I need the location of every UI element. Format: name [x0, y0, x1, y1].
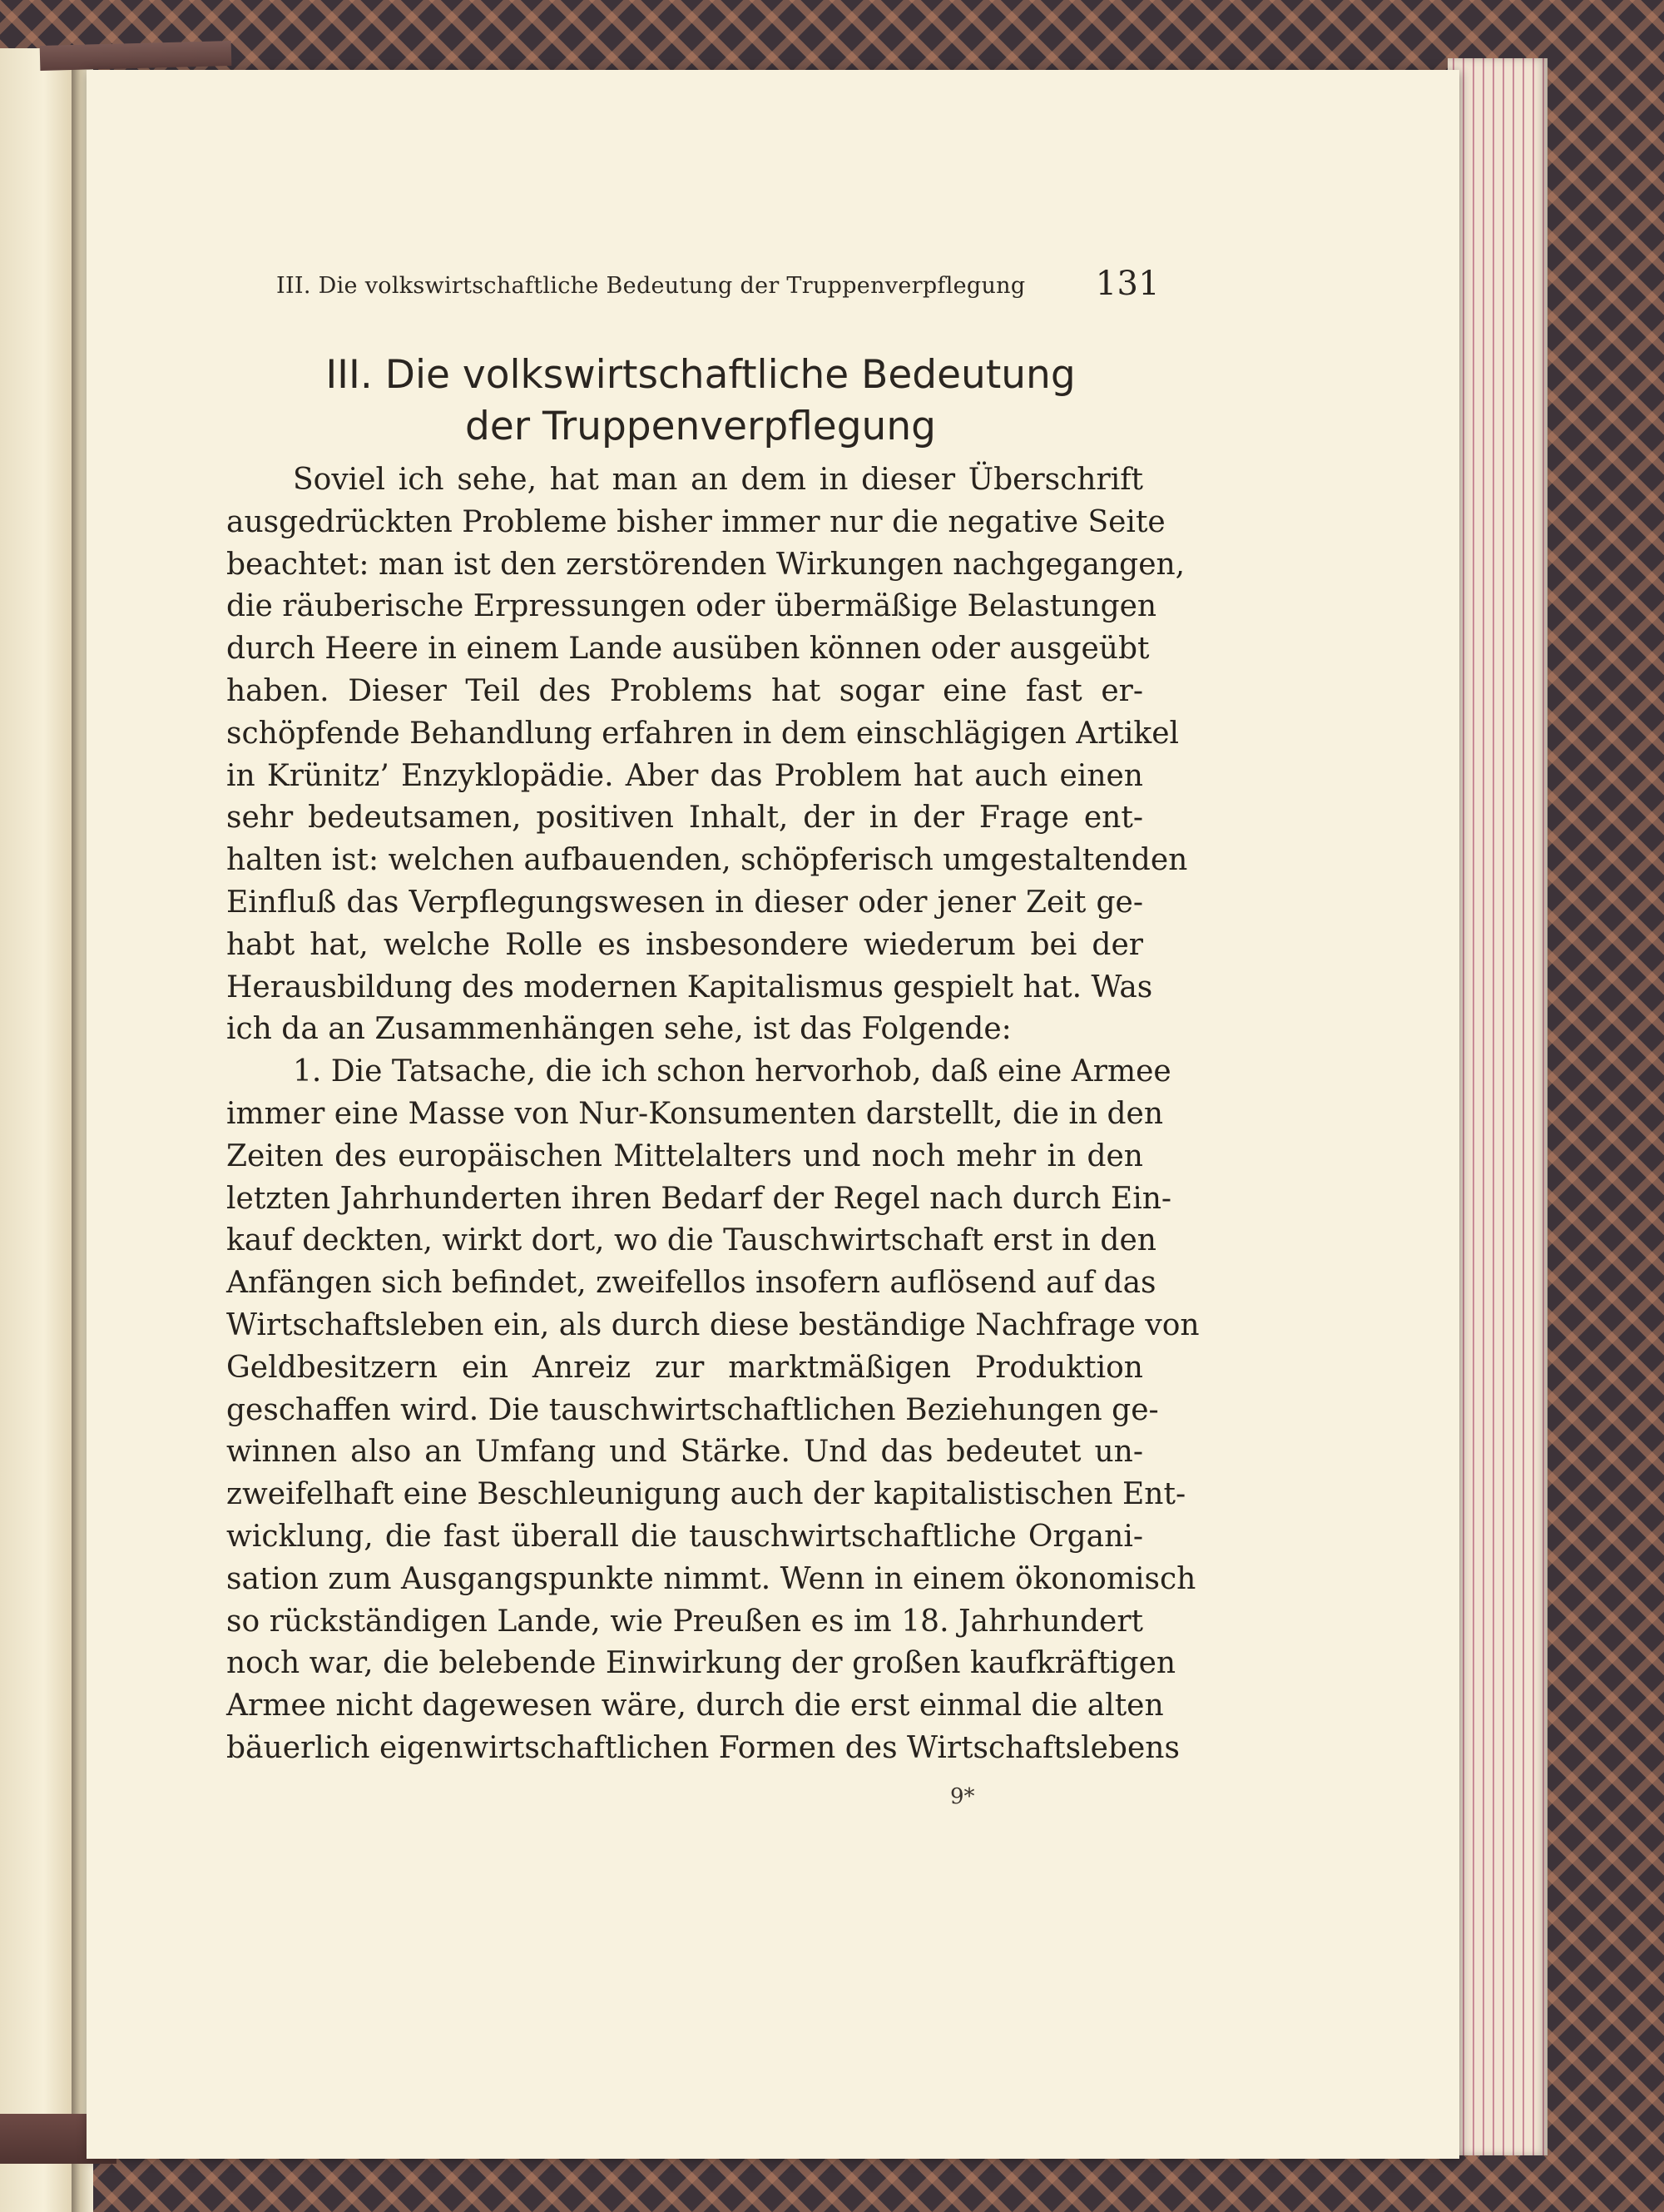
text-line: winnen also an Umfang und Stärke. Und das bedeutet un-: [226, 1435, 1143, 1470]
text-line: Anfängen sich befindet, zweifellos insofern auflösend auf das: [226, 1266, 1156, 1301]
text-line: Zeiten des europäischen Mittelalters und noch mehr in den: [226, 1138, 1143, 1173]
text-line: in Krünitz’ Enzyklopädie. Aber das Problem hat auch einen: [226, 758, 1143, 793]
running-head-title: III. Die volkswirtschaftliche Bedeutung der Truppenverpflegung: [276, 273, 1026, 299]
text-line: sehr bedeutsamen, positiven Inhalt, der in der Frage ent-: [226, 801, 1143, 836]
text-line: Geldbesitzern ein Anreiz zur marktmäßigen Produktion: [226, 1350, 1143, 1385]
text-line: Herausbildung des modernen Kapitalismus gespielt hat. Was: [226, 970, 1153, 1004]
text-line: Einfluß das Verpflegungswesen in dieser oder jener Zeit ge-: [226, 885, 1143, 920]
text-line: geschaffen wird. Die tauschwirtschaftlichen Beziehungen ge-: [226, 1392, 1159, 1427]
text-line: haben. Dieser Teil des Problems hat sogar eine fast er-: [226, 673, 1143, 708]
text-line: immer eine Masse von Nur-Konsumenten darstellt, die in den: [226, 1096, 1164, 1131]
text-line: 1. Die Tatsache, die ich schon hervorhob, daß eine Armee: [293, 1054, 1171, 1089]
text-line: bäuerlich eigenwirtschaftlichen Formen des Wirtschaftslebens: [226, 1730, 1180, 1765]
text-line: schöpfende Behandlung erfahren in dem einschlägigen Artikel: [226, 716, 1180, 751]
text-line: durch Heere in einem Lande ausüben können oder ausgeübt: [226, 632, 1150, 667]
chapter-heading-line-2: der Truppenverpflegung: [465, 404, 936, 449]
page-number: 131: [1095, 265, 1160, 303]
text-line: zweifelhaft eine Beschleunigung auch der kapitalistischen Ent-: [226, 1477, 1186, 1512]
text-line: beachtet: man ist den zerstörenden Wirkungen nachgegangen,: [226, 547, 1186, 582]
left-page-edge: [0, 48, 73, 2212]
page-edges: [1448, 58, 1548, 2155]
chapter-heading: [235, 350, 1166, 453]
text-line: ausgedrückten Probleme bisher immer nur die negative Seite: [226, 504, 1166, 539]
text-line: ich da an Zusammenhängen sehe, ist das Folgende:: [226, 1012, 1012, 1047]
bookmark-ribbon: [40, 41, 232, 71]
signature-mark: 9*: [950, 1784, 975, 1809]
body-text: [226, 459, 1200, 1770]
text-line: wicklung, die fast überall die tauschwirtschaftliche Organi-: [226, 1519, 1143, 1554]
text-line: Soviel ich sehe, hat man an dem in dieser Überschrift: [293, 463, 1143, 497]
text-line: Armee nicht dagewesen wäre, durch die erst einmal die alten: [226, 1689, 1164, 1723]
text-line: so rückständigen Lande, wie Preußen es im 18. Jahrhundert: [226, 1604, 1143, 1639]
text-line: noch war, die belebende Einwirkung der großen kaufkräftigen: [226, 1646, 1176, 1681]
text-line: die räuberische Erpressungen oder übermäßige Belastungen: [226, 589, 1157, 624]
text-line: letzten Jahrhunderten ihren Bedarf der Regel nach durch Ein-: [226, 1181, 1172, 1216]
text-line: habt hat, welche Rolle es insbesondere wiederum bei der: [226, 927, 1143, 962]
chapter-heading-line-1: III. Die volkswirtschaftliche Bedeutung: [325, 352, 1076, 398]
text-line: sation zum Ausgangspunkte nimmt. Wenn in einem ökonomisch: [226, 1561, 1196, 1596]
text-line: kauf deckten, wirkt dort, wo die Tauschwirtschaft erst in den: [226, 1223, 1156, 1258]
text-line: Wirtschaftsleben ein, als durch diese beständige Nachfrage von: [226, 1307, 1200, 1342]
text-line: halten ist: welchen aufbauenden, schöpferisch umgestaltenden: [226, 843, 1188, 878]
